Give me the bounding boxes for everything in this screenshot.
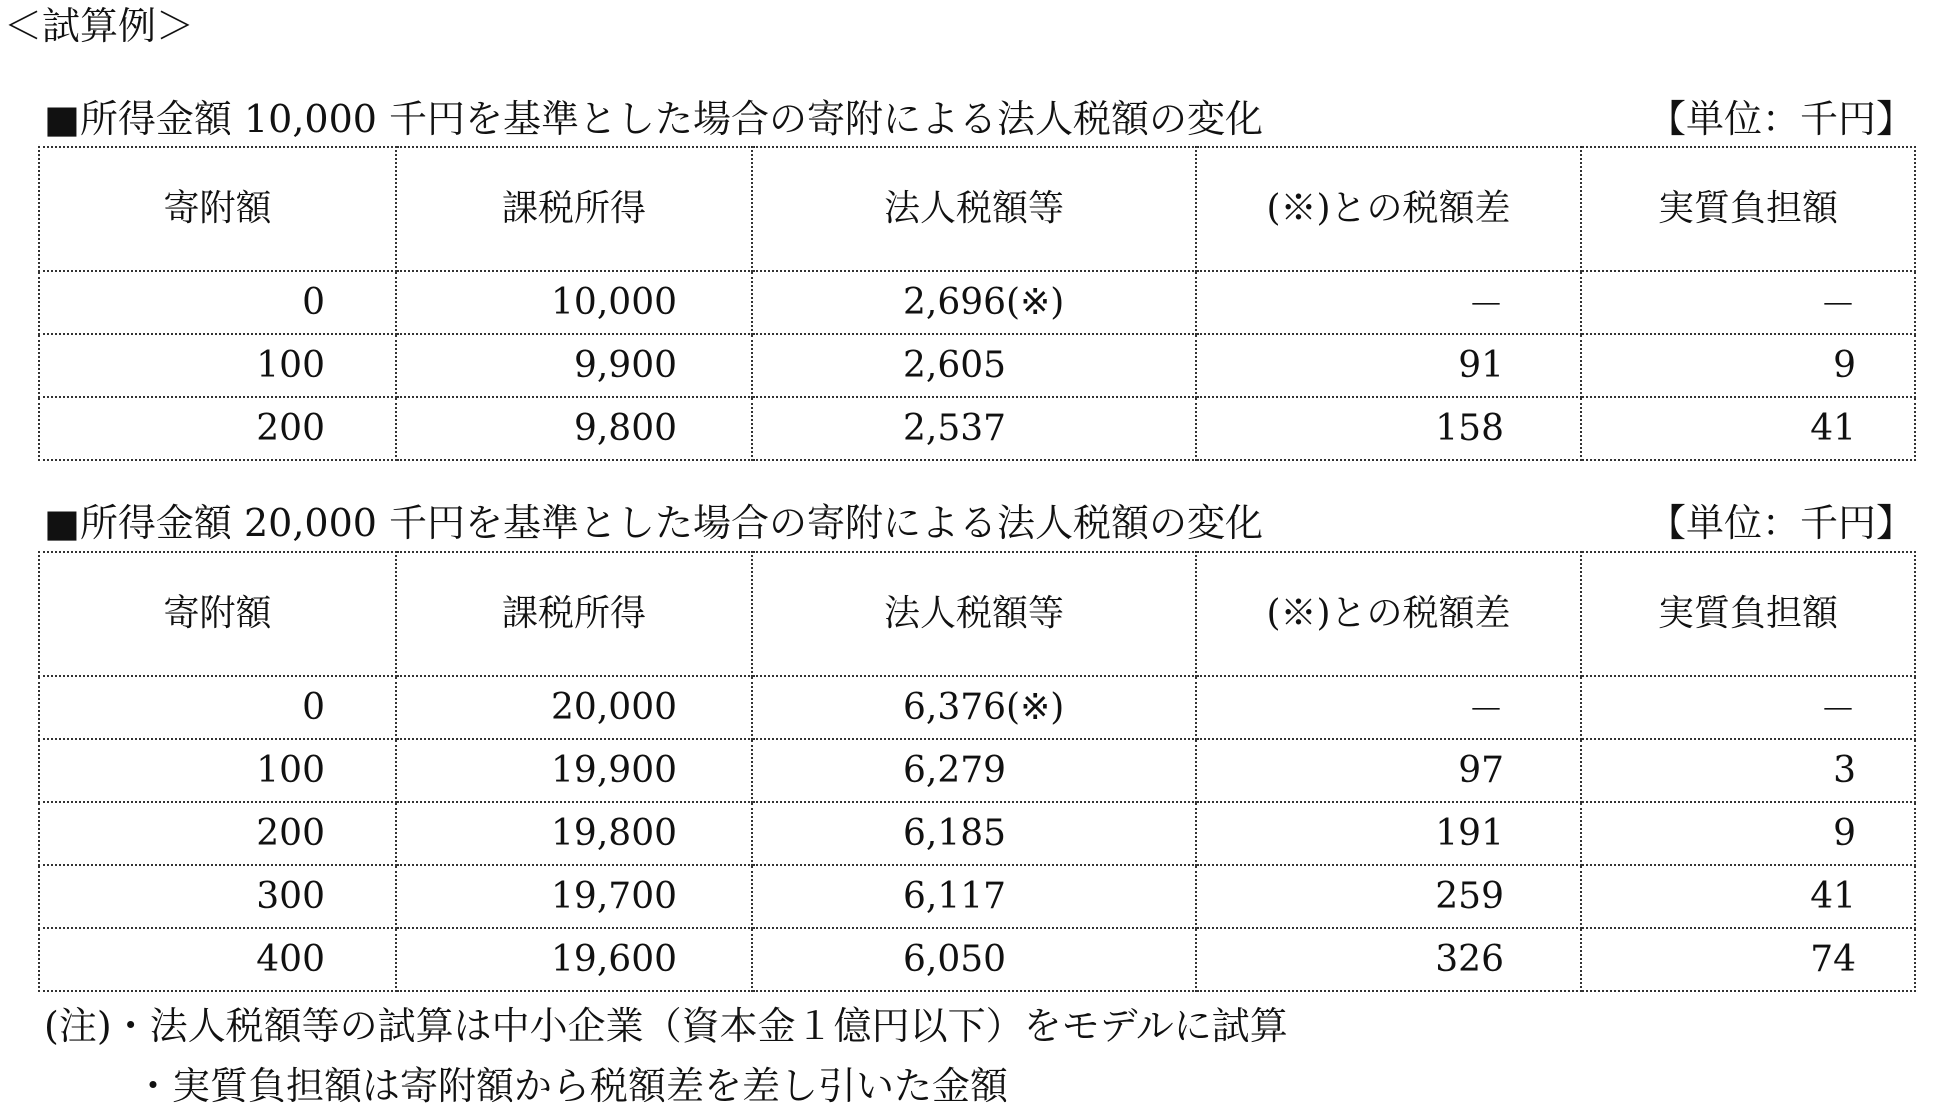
table1-header-row <box>39 147 1915 271</box>
cell-tax-difference: 97 <box>1196 739 1581 802</box>
header-corporate-tax: 法人税額等 <box>752 147 1196 271</box>
cell-tax-difference: 259 <box>1196 865 1581 928</box>
cell-donation: 400 <box>39 928 396 991</box>
cell-taxable-income: 19,600 <box>396 928 752 991</box>
cell-taxable-income: 9,800 <box>396 397 752 460</box>
cell-tax-difference: 326 <box>1196 928 1581 991</box>
cell-corporate-tax: 6,279 <box>752 739 1196 802</box>
cell-tax-difference: 91 <box>1196 334 1581 397</box>
cell-actual-burden: 41 <box>1581 397 1915 460</box>
cell-taxable-income: 19,800 <box>396 802 752 865</box>
header-tax-difference: (※)との税額差 <box>1196 147 1581 271</box>
header-corporate-tax: 法人税額等 <box>752 552 1196 676</box>
notes <box>44 996 1288 1116</box>
table1-caption <box>44 94 1914 144</box>
cell-corporate-tax: 2,605 <box>752 334 1196 397</box>
header-taxable-income: 課税所得 <box>396 552 752 676</box>
table-row <box>39 865 1915 928</box>
cell-tax-difference: 158 <box>1196 397 1581 460</box>
cell-corporate-tax: 6,050 <box>752 928 1196 991</box>
cell-donation: 0 <box>39 676 396 739</box>
cell-corporate-tax: 6,185 <box>752 802 1196 865</box>
table2-header-row <box>39 552 1915 676</box>
cell-actual-burden: － <box>1581 271 1915 334</box>
table-row <box>39 928 1915 991</box>
table1-caption-text: ■所得金額 10,000 千円を基準とした場合の寄附による法人税額の変化 <box>44 97 1264 141</box>
cell-actual-burden: 9 <box>1581 802 1915 865</box>
table-row <box>39 676 1915 739</box>
table1-unit: 【単位：千円】 <box>1647 97 1914 141</box>
cell-corporate-tax: 6,376(※) <box>752 676 1196 739</box>
cell-actual-burden: － <box>1581 676 1915 739</box>
note-2: ・実質負担額は寄附額から税額差を差し引いた金額 <box>134 1064 1009 1108</box>
cell-donation: 200 <box>39 397 396 460</box>
header-tax-difference: (※)との税額差 <box>1196 552 1581 676</box>
cell-corporate-tax: 2,537 <box>752 397 1196 460</box>
cell-donation: 0 <box>39 271 396 334</box>
cell-donation: 100 <box>39 334 396 397</box>
cell-corporate-tax: 2,696(※) <box>752 271 1196 334</box>
table2-caption-text: ■所得金額 20,000 千円を基準とした場合の寄附による法人税額の変化 <box>44 501 1264 545</box>
cell-taxable-income: 19,900 <box>396 739 752 802</box>
cell-taxable-income: 9,900 <box>396 334 752 397</box>
cell-tax-difference: － <box>1196 271 1581 334</box>
table2 <box>38 551 1916 992</box>
cell-tax-difference: － <box>1196 676 1581 739</box>
cell-actual-burden: 41 <box>1581 865 1915 928</box>
table1 <box>38 146 1916 461</box>
table-row <box>39 739 1915 802</box>
header-taxable-income: 課税所得 <box>396 147 752 271</box>
cell-taxable-income: 19,700 <box>396 865 752 928</box>
cell-actual-burden: 3 <box>1581 739 1915 802</box>
page-heading: ＜試算例＞ <box>4 4 195 48</box>
cell-actual-burden: 9 <box>1581 334 1915 397</box>
cell-taxable-income: 10,000 <box>396 271 752 334</box>
cell-donation: 300 <box>39 865 396 928</box>
table-row <box>39 271 1915 334</box>
cell-actual-burden: 74 <box>1581 928 1915 991</box>
header-actual-burden: 実質負担額 <box>1581 552 1915 676</box>
table-row <box>39 397 1915 460</box>
header-donation: 寄附額 <box>39 552 396 676</box>
header-donation: 寄附額 <box>39 147 396 271</box>
cell-taxable-income: 20,000 <box>396 676 752 739</box>
cell-corporate-tax: 6,117 <box>752 865 1196 928</box>
cell-donation: 200 <box>39 802 396 865</box>
note-1: (注)・法人税額等の試算は中小企業（資本金１億円以下）をモデルに試算 <box>44 1004 1288 1048</box>
table2-unit: 【単位：千円】 <box>1647 501 1914 545</box>
cell-tax-difference: 191 <box>1196 802 1581 865</box>
table-row <box>39 802 1915 865</box>
table2-caption <box>44 498 1914 548</box>
cell-donation: 100 <box>39 739 396 802</box>
header-actual-burden: 実質負担額 <box>1581 147 1915 271</box>
table-row <box>39 334 1915 397</box>
